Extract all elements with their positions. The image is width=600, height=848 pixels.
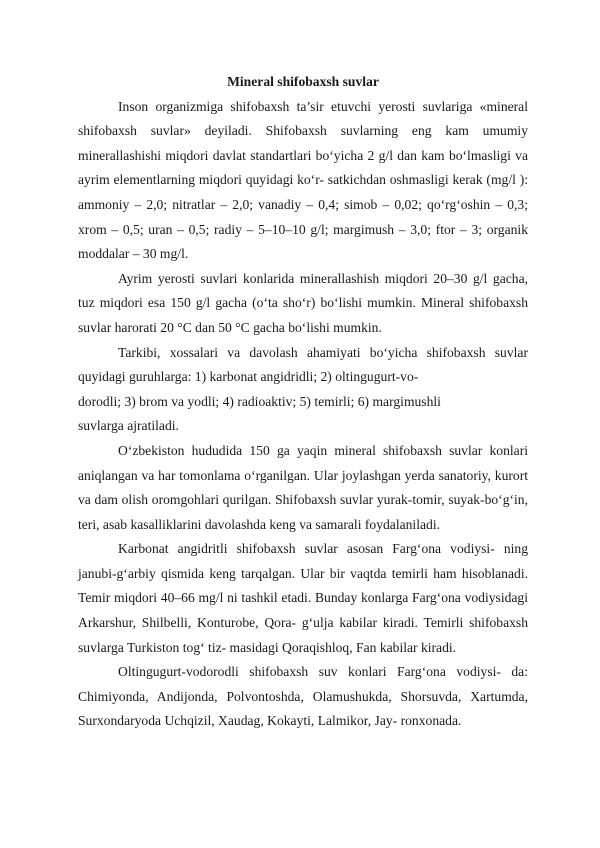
document-title: Mineral shifobaxsh suvlar [227,74,379,89]
paragraph-groups-line-1: Tarkibi, xossalari va davolash ahamiyati bo‘yicha shifobaxsh suvlar quyidagi guruhlarga: 1) karbonat angidridli; 2) oltingugurt-vo- [78,344,528,385]
paragraph-uzbekistan: O‘zbekiston hududida 150 ga yaqin mineral shifobaxsh suvlar konlari aniqlangan va har tomonlama o‘rganilgan. Ular joylashgan yerda sanatoriy, kurort va dam olish oromgohlari qurilgan. Shifobaxsh suvlar yurak-tomir, suyak-bo‘g‘in, teri, asab kasalliklarini davolashda keng va samarali foydalaniladi. [78,442,528,532]
paragraph-groups-line-3: suvlarga ajratiladi. [78,418,179,434]
paragraph-sulfur: Oltingugurt-vodorodli shifobaxsh suv konlari Farg‘ona vodiysi- da: Chimiyonda, Andijonda, Polvontoshda, Olamushukda, Shorsuvda, Xartumda, Surxondaryoda Uchqizil, Xaudag, Kokayti, Lalmikor, Jay- ronxonada. [78,664,528,729]
paragraph-carbonate: Karbonat angidritli shifobaxsh suvlar asosan Farg‘ona vodiysi- ning janubi-g‘arbiy qismida keng tarqalgan. Ular bir vaqtda temirli ham hisoblanadi. Temir miqdori 40–66 mg/l ni tashkil etadi. Bunday konlarga Farg‘ona vodiysidagi Arkarshur, Shilbelli, Konturobe, Qora- g‘ulja kabilar kiradi. Temirli shifobaxsh suvlarga Turkiston tog‘ tiz- masidagi Qoraqishloq, Fan kabilar kiradi. [78,541,528,655]
document-page [78,70,528,734]
paragraph-mineralization: Ayrim yerosti suvlari konlarida minerallashish miqdori 20–30 g/l gacha, tuz miqdori esa 150 g/l gacha (o‘ta sho‘r) bo‘lishi mumkin. Mineral shifobaxsh suvlar harorati 20 °C dan 50 °C gacha bo‘lishi mumkin. [78,270,528,335]
paragraph-groups-line-2: dorodli; 3) brom va yodli; 4) radioaktiv; 5) temirli; 6) margimushli [78,393,441,409]
paragraph-definition: Inson organizmiga shifobaxsh ta’sir etuvchi yerosti suvlariga «mineral shifobaxsh suvlar» deyiladi. Shifobaxsh suvlarning eng kam umumiy minerallashishi miqdori davlat standartlari bo‘yicha 2 g/l dan kam bo‘lmasligi va ayrim elementlarning miqdori quyidagi ko‘r- satkichdan oshmasligi kerak (mg/l ): ammoniy – 2,0; nitratlar – 2,0; vanadiy – 0,4; simob – 0,02; qo‘rg‘oshin – 0,3; xrom – 0,5; uran – 0,5; radiy – 5–10–10 g/l; margimush – 3,0; ftor – 3; organik moddalar – 30 mg/l. [78,98,528,262]
